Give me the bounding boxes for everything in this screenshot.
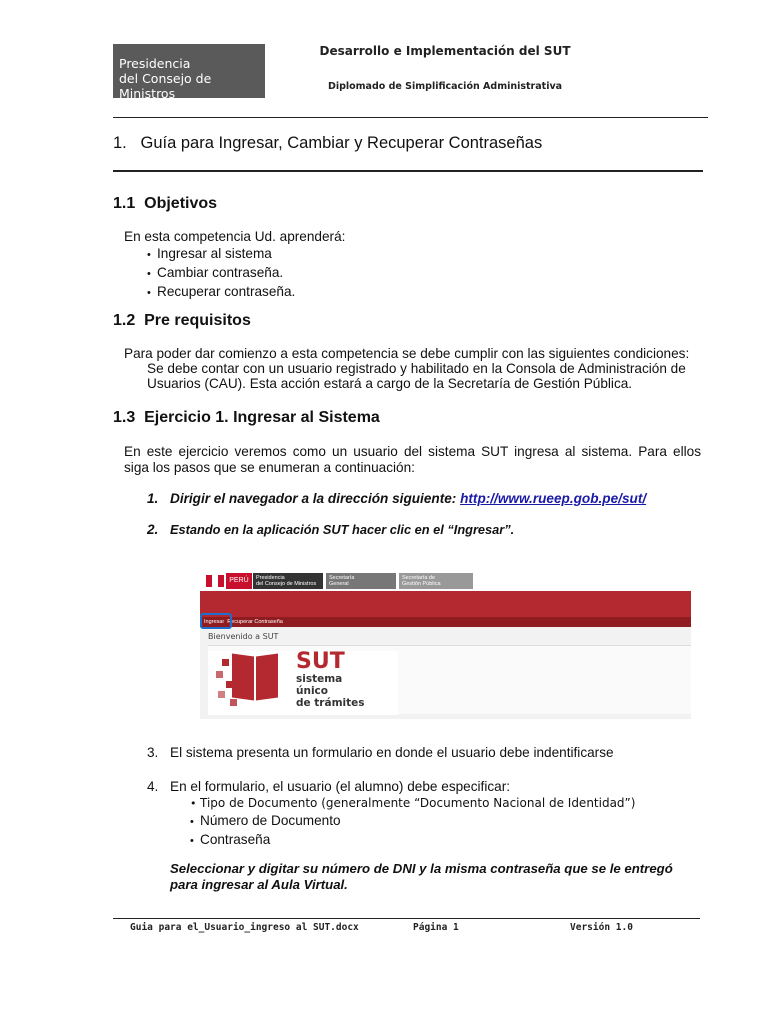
prereq-heading: 1.2 Pre requisitos	[113, 312, 251, 329]
note-line-1: Seleccionar y digitar su número de DNI y la misma contraseña que se le entregó	[170, 861, 673, 876]
ingresar-highlight	[200, 613, 232, 629]
logo-square	[216, 671, 223, 678]
prereq-line-2: Se debe contar con un usuario registrado y habilitado en la Consola de Administración de	[147, 361, 686, 376]
header-subtitle: Diplomado de Simplificación Administrativa	[327, 81, 563, 92]
logo-square	[218, 691, 225, 698]
list-item: • Ingresar al sistema	[147, 245, 295, 264]
pcm-logo	[113, 44, 265, 101]
tab-pcm	[253, 573, 323, 589]
list-item: • Contraseña	[190, 831, 635, 850]
footer-divider	[113, 918, 700, 919]
tab-pcm-line-1: Presidencia	[256, 575, 285, 581]
tab-secretaria-general	[326, 573, 396, 589]
step-4-list	[190, 795, 635, 850]
objectives-intro: En esta competencia Ud. aprenderá:	[124, 229, 346, 244]
step-2-text: Estando en la aplicación SUT hacer clic en el “Ingresar”.	[170, 522, 515, 537]
sut-logo-line-3: de trámites	[296, 697, 365, 709]
section-divider	[113, 170, 703, 172]
logo-line-2: del Consejo de Ministros	[119, 71, 212, 101]
peru-tab: PERÚ	[226, 573, 252, 589]
list-item: • Cambiar contraseña.	[147, 264, 295, 283]
sut-logo-text: SUT	[296, 649, 345, 674]
tab-sgp-line-2: Gestión Pública	[402, 581, 441, 587]
screenshot-nav	[200, 617, 691, 627]
tab-sgp-line-1: Secretaría de	[402, 575, 436, 581]
step-4-text: En el formulario, el usuario (el alumno) debe especificar:	[170, 779, 511, 794]
footer-version: Versión 1.0	[570, 922, 633, 933]
exercise-heading: 1.3 Ejercicio 1. Ingresar al Sistema	[113, 409, 380, 426]
step-1-number: 1.	[147, 491, 159, 506]
section-title: 1. Guía para Ingresar, Cambiar y Recuperar Contraseñas	[113, 134, 543, 152]
sut-screenshot	[200, 571, 691, 719]
step-3-number: 3.	[147, 745, 159, 760]
sut-logo-line-2: único	[296, 685, 328, 697]
logo-square	[230, 699, 237, 706]
list-item: • Número de Documento	[190, 812, 635, 831]
exercise-intro-2: siga los pasos que se enumeran a continuación:	[124, 460, 415, 475]
note-line-2: para ingresar al Aula Virtual.	[170, 877, 348, 892]
objectives-heading: 1.1 Objetivos	[113, 195, 218, 212]
footer-filename: Guia para el_Usuario_ingreso al SUT.docx	[130, 922, 359, 933]
header-divider	[113, 117, 708, 118]
list-item: • Tipo de Documento (generalmente “Documento Nacional de Identidad”)	[190, 795, 635, 812]
nav-ingresar: Ingresar	[204, 619, 225, 625]
logo-line-1: Presidencia	[119, 56, 191, 71]
sut-url-link[interactable]: http://www.rueep.gob.pe/sut/	[460, 491, 647, 506]
step-2-number: 2.	[147, 522, 159, 537]
list-item: • Recuperar contraseña.	[147, 283, 295, 302]
objectives-list	[147, 245, 295, 302]
prereq-line-3: Usuarios (CAU). Esta acción estará a cargo de la Secretaría de Gestión Pública.	[147, 376, 633, 391]
tab-sg-line-1: Secretaría	[329, 575, 355, 581]
tab-pcm-line-2: del Consejo de Ministros	[256, 581, 317, 587]
welcome-text: Bienvenido a SUT	[208, 632, 279, 641]
book-icon-spine	[254, 657, 256, 699]
exercise-intro-1: En este ejercicio veremos como un usuario del sistema SUT ingresa al sistema. Para ellos	[124, 444, 701, 459]
step-1-text: Dirigir el navegador a la dirección siguiente:	[170, 491, 461, 506]
peru-flag-icon	[206, 575, 224, 587]
tab-sg-line-2: General	[329, 581, 349, 587]
sut-logo-line-1: sistema	[296, 673, 343, 685]
logo-square	[222, 659, 229, 666]
nav-recuperar: Recuperar Contraseña	[227, 619, 283, 625]
tab-gestion-publica	[399, 573, 473, 589]
header-title: Desarrollo e Implementación del SUT	[319, 44, 571, 58]
step-4-number: 4.	[147, 779, 159, 794]
book-icon-left	[232, 653, 254, 700]
footer-page: Página 1	[413, 922, 459, 933]
book-icon-right	[256, 653, 278, 700]
step-3-text: El sistema presenta un formulario en donde el usuario debe indentificarse	[170, 745, 614, 760]
prereq-line-1: Para poder dar comienzo a esta competencia se debe cumplir con las siguientes condiciones:	[124, 346, 690, 361]
step-1	[170, 491, 646, 506]
